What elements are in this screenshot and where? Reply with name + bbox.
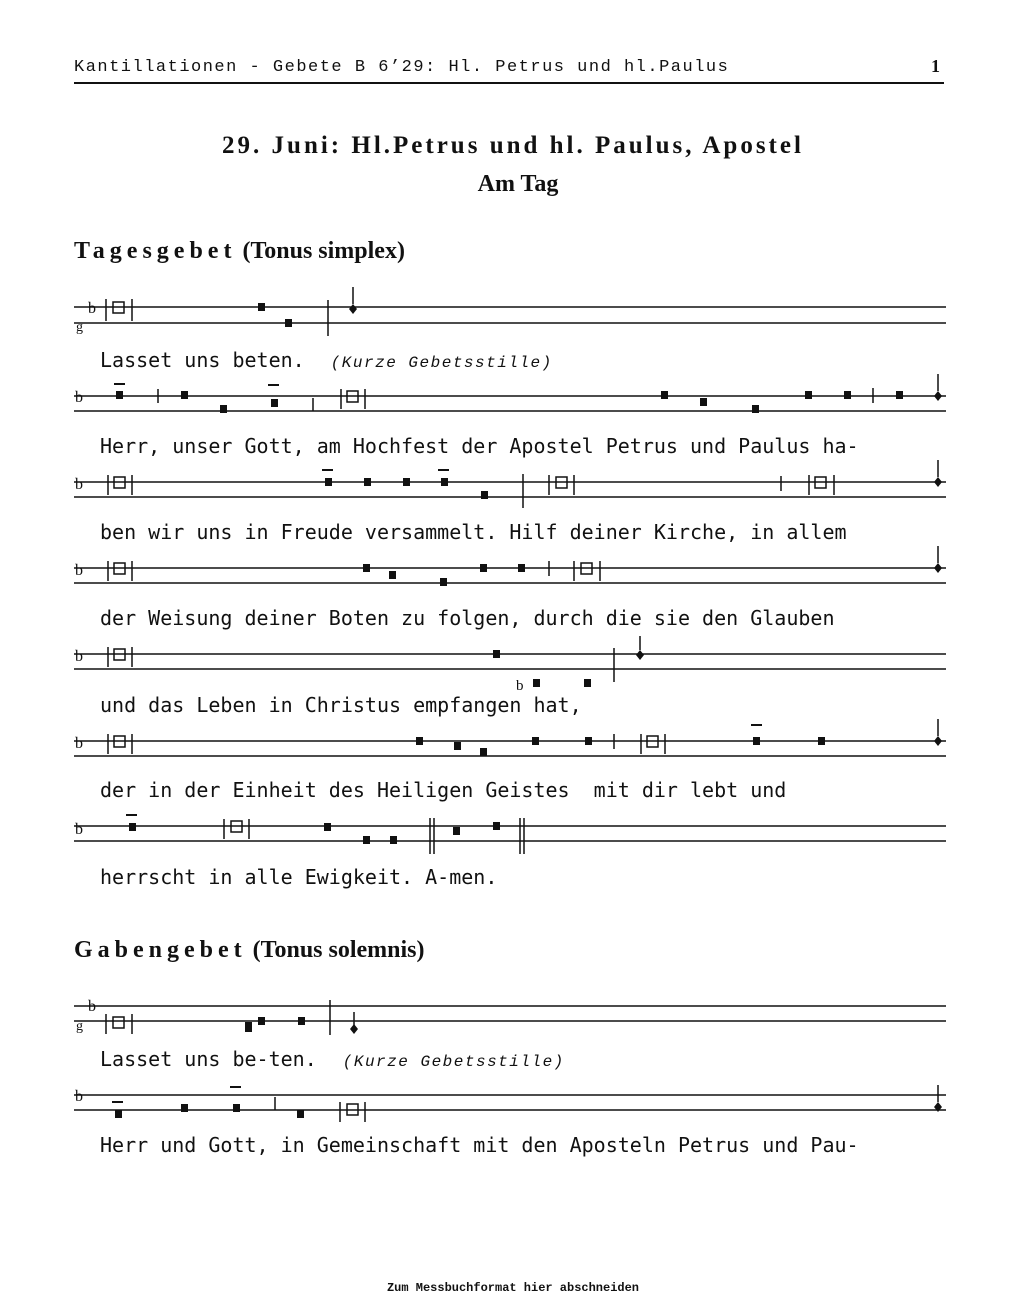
section-heading-gabengebet: [74, 937, 425, 964]
lyric-line: der Weisung deiner Boten zu folgen, durch die sie den Glauben: [100, 606, 835, 630]
section-heading-tone: (Tonus simplex): [242, 238, 405, 264]
pause-note: (Kurze Gebetsstille): [330, 354, 553, 372]
page-number: 1: [931, 56, 940, 76]
flat-sign: b: [75, 562, 83, 579]
clef-letter: g: [76, 320, 83, 335]
lyric-line: Herr und Gott, in Gemeinschaft mit den Aposteln Petrus und Pau-: [100, 1133, 859, 1157]
cut-line-note: Zum Messbuchformat hier abschneiden: [386, 1281, 640, 1295]
flat-sign: b: [516, 678, 524, 694]
staff-5: [74, 636, 946, 694]
flat-sign: b: [88, 300, 96, 317]
clef-letter: g: [76, 1019, 83, 1034]
staff-3: [74, 460, 946, 508]
lyric-line: [100, 1047, 565, 1071]
flat-sign: b: [75, 821, 83, 838]
staff-1: [74, 287, 946, 336]
pause-note: (Kurze Gebetsstille): [342, 1053, 565, 1071]
lyric-text: Lasset uns be-ten.: [100, 1047, 317, 1071]
lyric-line: ben wir uns in Freude versammelt. Hilf deiner Kirche, in allem: [100, 520, 847, 544]
flat-sign: b: [75, 735, 83, 752]
staff-8: [74, 998, 946, 1035]
lyric-line: der in der Einheit des Heiligen Geistes mit dir lebt und: [100, 778, 787, 802]
lyric-line: [100, 348, 553, 372]
lyric-line: herrscht in alle Ewigkeit. A-men.: [100, 865, 498, 889]
flat-sign: b: [75, 476, 83, 493]
flat-sign: b: [75, 648, 83, 665]
staff-6: [74, 719, 946, 756]
section-heading-tone: (Tonus solemnis): [252, 937, 425, 963]
header-text: Kantillationen - Gebete B 6’29: Hl. Petrus und hl.Paulus: [74, 58, 730, 77]
section-heading-word: Tagesgebet: [74, 238, 237, 264]
page-subtitle: Am Tag: [477, 171, 559, 197]
staff-4: [74, 546, 946, 586]
flat-sign: b: [88, 998, 96, 1015]
section-heading-word: Gabengebet: [74, 937, 247, 963]
lyric-line: Herr, unser Gott, am Hochfest der Apostel Petrus und Paulus ha-: [100, 434, 859, 458]
page-title: 29. Juni: Hl.Petrus und hl. Paulus, Apostel: [222, 132, 804, 159]
staff-7: [74, 815, 946, 854]
lyric-line: und das Leben in Christus empfangen hat,: [100, 693, 582, 717]
lyric-text: Lasset uns beten.: [100, 348, 305, 372]
staff-9: [74, 1085, 946, 1122]
flat-sign: b: [75, 1088, 83, 1105]
flat-sign: b: [75, 389, 83, 406]
staff-2: [74, 374, 946, 413]
